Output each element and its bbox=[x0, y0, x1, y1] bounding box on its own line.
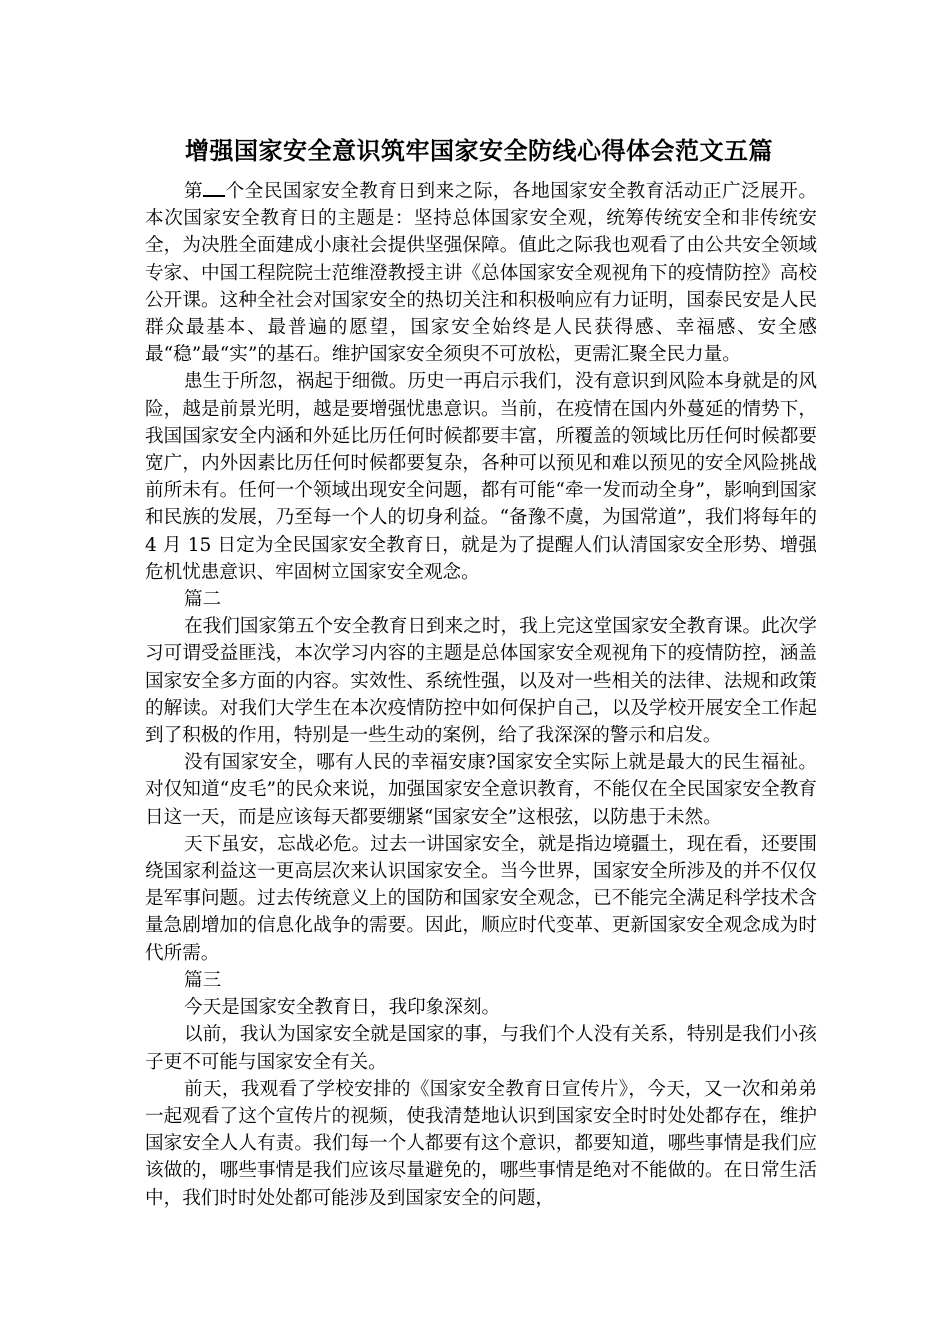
intro-prefix: 第 bbox=[184, 181, 204, 202]
paragraph-6: 今天是国家安全教育日，我印象深刻。 bbox=[184, 997, 501, 1019]
paragraph-8: 前天，我观看了学校安排的《国家安全教育日宣传片》，今天，又一次和弟弟一起观看了这个宣传片的视频，使我清楚地认识到国家安全时时处处都存在，维护国家安全人人有责。我们每一个人都要有这个意识，都要知道，哪些事情是我们应该做的，哪些事情是我们应该尽量避免的，哪些事情是绝对不能做的。在日常生活中，我们时时处处都可能涉及到国家安全的问题， bbox=[145, 1078, 817, 1209]
document-title: 增强国家安全意识筑牢国家安全防线心得体会范文五篇 bbox=[185, 137, 773, 165]
paragraph-5: 天下虽安，忘战必危。过去一讲国家安全，就是指边境疆土，现在看，还要围绕国家利益这一更高层次来认识国家安全。当今世界，国家安全所涉及的并不仅仅是军事问题。过去传统意义上的国防和国家安全观念，已不能完全满足科学技术含量急剧增加的信息化战争的需要。因此，顺应时代变革、更新国家安全观念成为时代所需。 bbox=[145, 833, 817, 964]
section-heading-3: 篇三 bbox=[184, 969, 222, 991]
section-heading-2: 篇二 bbox=[184, 589, 222, 611]
intro-text: 个全民国家安全教育日到来之际，各地国家安全教育活动正广泛展开。本次国家安全教育日的主题是：坚持总体国家安全观，统筹传统安全和非传统安全，为决胜全面建成小康社会提供坚强保障。值此之际我也观看了由公共安全领域专家、中国工程院院士范维澄教授主讲《总体国家安全观视角下的疫情防控》高校公开课。这种全社会对国家安全的热切关注和积极响应有力证明，国泰民安是人民群众最基本、最普遍的愿望，国家安全始终是人民获得感、幸福感、安全感最“稳”最“实”的基石。维护国家安全须臾不可放松，更需汇聚全民力量。 bbox=[145, 181, 817, 366]
document-page bbox=[145, 132, 817, 1212]
paragraph-4: 没有国家安全，哪有人民的幸福安康?国家安全实际上就是最大的民生福祉。对仅知道“皮毛”的民众来说，加强国家安全意识教育，不能仅在全民国家安全教育日这一天，而是应该每天都要绷紧“国家安全”这根弦，以防患于未然。 bbox=[145, 752, 817, 828]
paragraph-7: 以前，我认为国家安全就是国家的事，与我们个人没有关系，特别是我们小孩子更不可能与国家安全有关。 bbox=[145, 1024, 817, 1073]
paragraph-2: 患生于所忽，祸起于细微。历史一再启示我们，没有意识到风险本身就是的风险，越是前景光明，越是要增强忧患意识。当前，在疫情在国内外蔓延的情势下，我国国家安全内涵和外延比历任何时候都要丰富，所覆盖的领域比历任何时候都要宽广，内外因素比历任何时候都要复杂，各种可以预见和难以预见的安全风险挑战前所未有。任何一个领域出现安全问题，都有可能“牵一发而动全身”，影响到国家和民族的发展，乃至每一个人的切身利益。“备豫不虞，为国常道”，我们将每年的 4 月 15 日定为全民国家安全教育日，就是为了提醒人们认清国家安全形势、增强危机忧患意识、牢固树立国家安全观念。 bbox=[145, 371, 817, 583]
paragraph-intro bbox=[145, 178, 817, 368]
fill-in-blank bbox=[203, 179, 225, 197]
paragraph-3: 在我们国家第五个安全教育日到来之时，我上完这堂国家安全教育课。此次学习可谓受益匪浅，本次学习内容的主题是总体国家安全观视角下的疫情防控，涵盖国家安全多方面的内容。实效性、系统性强，以及对一些相关的法律、法规和政策的解读。对我们大学生在本次疫情防控中如何保护自己，以及学校开展安全工作起到了积极的作用，特别是一些生动的案例，给了我深深的警示和启发。 bbox=[145, 616, 817, 747]
